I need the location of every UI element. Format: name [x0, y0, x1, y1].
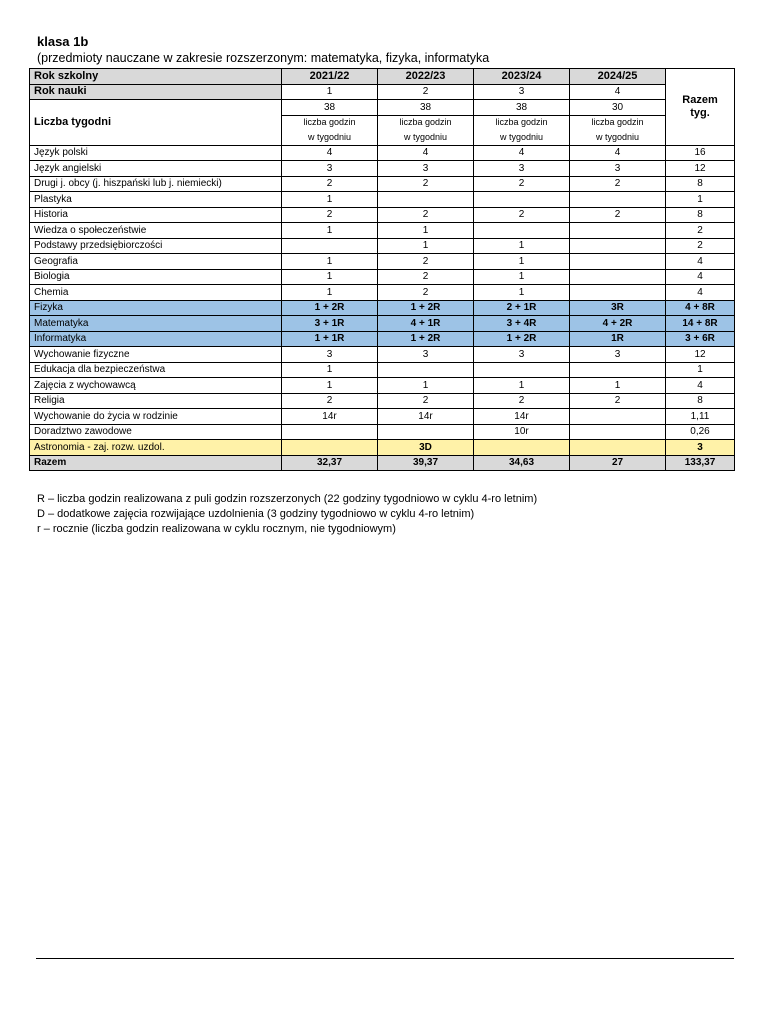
- subject-row: [30, 316, 735, 332]
- subject-row: [30, 207, 735, 223]
- subject-name: Doradztwo zawodowe: [30, 424, 282, 440]
- hours-cell: [474, 440, 570, 456]
- hours-cell: 3: [282, 161, 378, 177]
- legend-notes: [37, 492, 537, 537]
- hours-cell: [378, 424, 474, 440]
- subject-total: 1,11: [666, 409, 735, 425]
- hours-cell: 2: [378, 393, 474, 409]
- weeks-cell: 38: [282, 100, 378, 116]
- subject-total: 4: [666, 269, 735, 285]
- hours-cell: 1 + 1R: [282, 331, 378, 347]
- hours-cell: 3R: [570, 300, 666, 316]
- hours-cell: 3: [474, 161, 570, 177]
- hours-cell: 14r: [378, 409, 474, 425]
- study-year-row: [30, 84, 735, 100]
- year-header: 2021/22: [282, 69, 378, 85]
- hours-cell: 1: [282, 285, 378, 301]
- legend-note-d: D – dodatkowe zajęcia rozwijające uzdolnienia (3 godziny tygodniowo w cyklu 4-ro letnim): [37, 508, 475, 520]
- weeks-cell: 38: [474, 100, 570, 116]
- subject-name: Plastyka: [30, 192, 282, 208]
- hours-cell: 3 + 1R: [282, 316, 378, 332]
- hours-cell: 3 + 4R: [474, 316, 570, 332]
- hours-cell: 2: [378, 254, 474, 270]
- hours-cell: 1: [474, 285, 570, 301]
- weeks-cell: 30: [570, 100, 666, 116]
- hours-cell: [570, 285, 666, 301]
- hours-cell: 1 + 2R: [282, 300, 378, 316]
- subject-row: [30, 331, 735, 347]
- hours-cell: 2: [570, 176, 666, 192]
- hours-cell: 3: [570, 347, 666, 363]
- subject-row: [30, 223, 735, 239]
- subject-total: 2: [666, 223, 735, 239]
- hours-caption: w tygodniu: [378, 130, 474, 145]
- subject-row: [30, 393, 735, 409]
- subject-total: 14 + 8R: [666, 316, 735, 332]
- hours-cell: 2: [474, 207, 570, 223]
- hours-cell: 1: [282, 362, 378, 378]
- subject-row: [30, 238, 735, 254]
- hours-cell: 1: [282, 192, 378, 208]
- hours-cell: 1: [474, 254, 570, 270]
- subject-name: Geografia: [30, 254, 282, 270]
- subject-row: [30, 176, 735, 192]
- subject-total: 8: [666, 393, 735, 409]
- hours-cell: 1 + 2R: [378, 300, 474, 316]
- subject-row: [30, 440, 735, 456]
- subject-row: [30, 362, 735, 378]
- hours-cell: [474, 223, 570, 239]
- hours-cell: 4: [282, 145, 378, 161]
- subject-name: Wychowanie do życia w rodzinie: [30, 409, 282, 425]
- hours-cell: 4 + 2R: [570, 316, 666, 332]
- hours-cell: 3: [282, 347, 378, 363]
- hours-cell: 3: [570, 161, 666, 177]
- study-year-label: Rok nauki: [30, 84, 282, 100]
- hours-cell: [282, 238, 378, 254]
- hours-cell: 2: [282, 176, 378, 192]
- subject-name: Wiedza o społeczeństwie: [30, 223, 282, 239]
- hours-cell: 1: [474, 269, 570, 285]
- subject-name: Astronomia - zaj. rozw. uzdol.: [30, 440, 282, 456]
- hours-cell: 1: [378, 238, 474, 254]
- subject-name: Podstawy przedsiębiorczości: [30, 238, 282, 254]
- subject-row: [30, 424, 735, 440]
- page-title: klasa 1b: [37, 34, 89, 49]
- subject-row: [30, 145, 735, 161]
- hours-cell: [378, 362, 474, 378]
- weeks-label: Liczba tygodni: [30, 100, 282, 146]
- subject-name: Informatyka: [30, 331, 282, 347]
- hours-cell: 1 + 2R: [474, 331, 570, 347]
- subject-name: Historia: [30, 207, 282, 223]
- hours-cell: [282, 424, 378, 440]
- page-subtitle: (przedmioty nauczane w zakresie rozszerzonym: matematyka, fizyka, informatyka: [37, 51, 490, 65]
- hours-cell: 2: [282, 207, 378, 223]
- hours-caption: liczba godzin: [474, 115, 570, 130]
- subject-row: [30, 347, 735, 363]
- hours-cell: [570, 238, 666, 254]
- hours-cell: 14r: [282, 409, 378, 425]
- subject-row: [30, 161, 735, 177]
- hours-cell: 2: [378, 207, 474, 223]
- hours-cell: 2: [378, 176, 474, 192]
- subject-name: Drugi j. obcy (j. hiszpański lub j. niemiecki): [30, 176, 282, 192]
- footer-divider: [36, 958, 734, 959]
- hours-cell: [474, 192, 570, 208]
- subject-total: 4: [666, 254, 735, 270]
- curriculum-table: [29, 68, 735, 471]
- subject-name: Matematyka: [30, 316, 282, 332]
- subject-row: [30, 300, 735, 316]
- subject-total: 2: [666, 238, 735, 254]
- hours-cell: 2: [474, 176, 570, 192]
- school-year-label: Rok szkolny: [30, 69, 282, 85]
- hours-cell: 1R: [570, 331, 666, 347]
- subject-name: Zajęcia z wychowawcą: [30, 378, 282, 394]
- subject-total: 12: [666, 161, 735, 177]
- weeks-row: [30, 100, 735, 116]
- hours-cell: 2: [570, 207, 666, 223]
- study-year-cell: 4: [570, 84, 666, 100]
- hours-cell: 2 + 1R: [474, 300, 570, 316]
- sum-cell: 34,63: [474, 455, 570, 471]
- total-header-line1: Razem: [682, 93, 718, 106]
- year-header: 2024/25: [570, 69, 666, 85]
- subject-name: Chemia: [30, 285, 282, 301]
- year-header: 2023/24: [474, 69, 570, 85]
- hours-cell: [570, 409, 666, 425]
- subject-name: Edukacja dla bezpieczeństwa: [30, 362, 282, 378]
- sum-label: Razem: [30, 455, 282, 471]
- sum-cell: 27: [570, 455, 666, 471]
- hours-caption: liczba godzin: [378, 115, 474, 130]
- subject-row: [30, 285, 735, 301]
- subject-total: 8: [666, 207, 735, 223]
- hours-cell: 2: [282, 393, 378, 409]
- subject-total: 8: [666, 176, 735, 192]
- school-year-row: [30, 69, 735, 85]
- hours-cell: 1: [282, 269, 378, 285]
- hours-cell: 3: [474, 347, 570, 363]
- hours-cell: 3: [378, 347, 474, 363]
- hours-cell: [570, 362, 666, 378]
- hours-cell: 1: [474, 378, 570, 394]
- subject-name: Wychowanie fizyczne: [30, 347, 282, 363]
- subject-name: Fizyka: [30, 300, 282, 316]
- subject-name: Religia: [30, 393, 282, 409]
- hours-caption: liczba godzin: [570, 115, 666, 130]
- total-header-line2: tyg.: [690, 106, 710, 119]
- subject-total: 4: [666, 378, 735, 394]
- subject-total: 4 + 8R: [666, 300, 735, 316]
- total-header: [666, 69, 735, 146]
- hours-cell: [570, 424, 666, 440]
- hours-cell: [570, 192, 666, 208]
- subject-name: Język angielski: [30, 161, 282, 177]
- subject-total: 3 + 6R: [666, 331, 735, 347]
- hours-cell: 2: [570, 393, 666, 409]
- hours-cell: 4 + 1R: [378, 316, 474, 332]
- subject-total: 1: [666, 362, 735, 378]
- hours-cell: 1: [378, 378, 474, 394]
- weeks-cell: 38: [378, 100, 474, 116]
- subject-total: 4: [666, 285, 735, 301]
- hours-cell: 4: [378, 145, 474, 161]
- hours-caption: w tygodniu: [474, 130, 570, 145]
- hours-cell: 14r: [474, 409, 570, 425]
- hours-cell: 1: [282, 223, 378, 239]
- hours-cell: 1: [282, 378, 378, 394]
- hours-cell: 1: [282, 254, 378, 270]
- subject-name: Biologia: [30, 269, 282, 285]
- hours-cell: 4: [474, 145, 570, 161]
- year-header: 2022/23: [378, 69, 474, 85]
- subject-name: Język polski: [30, 145, 282, 161]
- hours-cell: 4: [570, 145, 666, 161]
- hours-cell: 3D: [378, 440, 474, 456]
- subject-total: 12: [666, 347, 735, 363]
- hours-cell: [282, 440, 378, 456]
- hours-cell: [570, 440, 666, 456]
- subject-total: 3: [666, 440, 735, 456]
- hours-cell: 1: [474, 238, 570, 254]
- subject-row: [30, 254, 735, 270]
- legend-note-r: R – liczba godzin realizowana z puli godzin rozszerzonych (22 godziny tygodniowo w cyklu 4-ro letnim): [37, 493, 538, 505]
- hours-cell: 10r: [474, 424, 570, 440]
- subject-row: [30, 409, 735, 425]
- hours-cell: [570, 254, 666, 270]
- hours-cell: [474, 362, 570, 378]
- sum-row: [30, 455, 735, 471]
- sum-total: 133,37: [666, 455, 735, 471]
- sum-cell: 32,37: [282, 455, 378, 471]
- hours-cell: [570, 269, 666, 285]
- hours-cell: 1 + 2R: [378, 331, 474, 347]
- hours-cell: [378, 192, 474, 208]
- hours-caption: w tygodniu: [282, 130, 378, 145]
- subject-total: 16: [666, 145, 735, 161]
- subject-row: [30, 269, 735, 285]
- study-year-cell: 3: [474, 84, 570, 100]
- hours-caption: w tygodniu: [570, 130, 666, 145]
- legend-note-annual: r – rocznie (liczba godzin realizowana w cyklu rocznym, nie tygodniowym): [37, 523, 396, 535]
- hours-cell: [570, 223, 666, 239]
- sum-cell: 39,37: [378, 455, 474, 471]
- subject-row: [30, 378, 735, 394]
- study-year-cell: 1: [282, 84, 378, 100]
- hours-cell: 3: [378, 161, 474, 177]
- subject-row: [30, 192, 735, 208]
- hours-cell: 1: [570, 378, 666, 394]
- hours-cell: 2: [378, 269, 474, 285]
- hours-cell: 2: [474, 393, 570, 409]
- hours-caption: liczba godzin: [282, 115, 378, 130]
- hours-cell: 1: [378, 223, 474, 239]
- study-year-cell: 2: [378, 84, 474, 100]
- hours-cell: 2: [378, 285, 474, 301]
- subject-total: 1: [666, 192, 735, 208]
- subject-total: 0,26: [666, 424, 735, 440]
